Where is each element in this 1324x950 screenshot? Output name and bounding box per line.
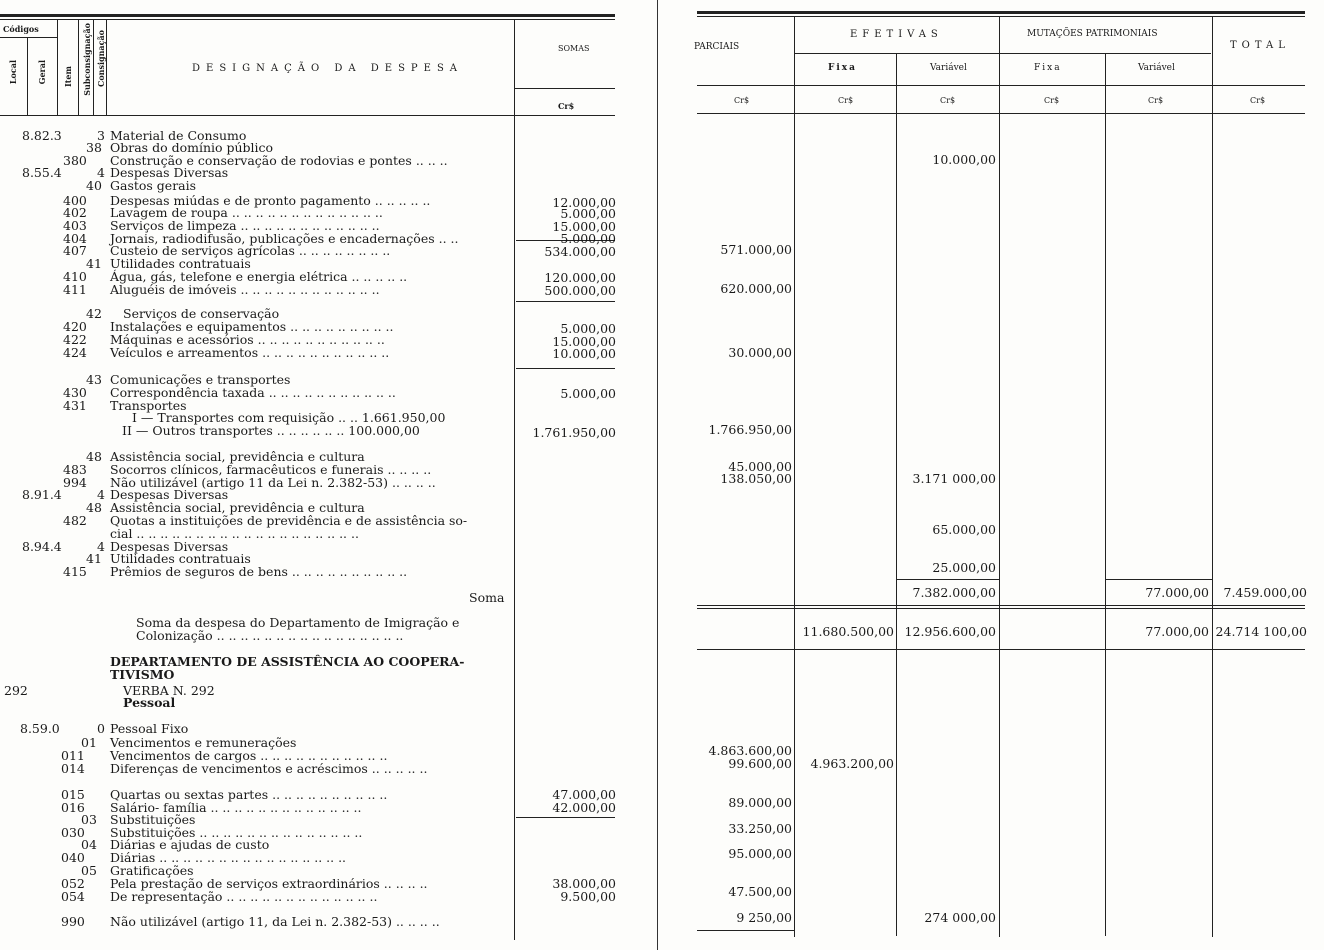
row-text: Substituições .. .. .. .. .. .. .. .. .. .. .. .. .. .. <box>110 825 363 840</box>
code-consignacao: 03 <box>81 812 97 827</box>
fixa-label: Fixa <box>828 63 858 73</box>
row-text: Despesas Diversas <box>110 487 229 502</box>
row-text: Serviços de conservação <box>123 306 280 321</box>
unit-variavel2: Cr$ <box>1148 96 1164 105</box>
row-soma: 5.000,00 <box>560 386 616 401</box>
row-text: De representação .. .. .. .. .. .. .. .. .. .. .. .. .. <box>110 889 378 904</box>
parcial-value: 9 250,00 <box>736 910 792 925</box>
code-item: 016 <box>61 800 85 815</box>
row-text: Construção e conservação de rodovias e pontes .. .. .. <box>110 153 448 168</box>
parcial-value: 571.000,00 <box>720 242 792 257</box>
somas-rule <box>515 88 615 89</box>
code-item: 430 <box>63 385 87 400</box>
row-soma: 5.000,00 <box>560 231 616 246</box>
code-consignacao: 01 <box>81 735 97 750</box>
row-text: Despesas Diversas <box>110 165 229 180</box>
row-text: Diárias e ajudas de custo <box>110 837 270 852</box>
fixa-value: 11.680.500,00 <box>802 624 894 639</box>
code-item: 402 <box>63 205 87 220</box>
row-text: Pessoal Fixo <box>110 721 189 736</box>
code-item: 014 <box>61 761 85 776</box>
code-consignacao: 42 <box>86 306 102 321</box>
row-text: Jornais, radiodifusão, publicações e encadernações .. .. <box>110 231 459 246</box>
total-value: 24.714 100,00 <box>1215 624 1307 639</box>
row-text: Colonização .. .. .. .. .. .. .. .. .. .. .. .. .. .. .. .. <box>136 628 404 643</box>
row-text: Assistência social, previdência e cultura <box>110 449 365 464</box>
code-item: 011 <box>61 748 85 763</box>
row-text: Despesas Diversas <box>110 539 229 554</box>
somas-unit: Cr$ <box>558 101 575 111</box>
total-label: TOTAL <box>1230 40 1290 51</box>
department-title: DEPARTAMENTO DE ASSISTÊNCIA AO COOPERA- <box>110 654 465 669</box>
row-text: Pela prestação de serviços extraordinários .. .. .. .. <box>110 876 428 891</box>
row-text: Veículos e arreamentos .. .. .. .. .. .. .. .. .. .. .. <box>110 345 390 360</box>
row-text: Material de Consumo <box>110 128 247 143</box>
code-item: 431 <box>63 398 87 413</box>
row-soma: 42.000,00 <box>552 800 616 815</box>
row-text: Transportes <box>110 398 187 413</box>
code-item: 483 <box>63 462 87 477</box>
row-soma: 15.000,00 <box>552 334 616 349</box>
row-soma: 12.000,00 <box>552 195 616 210</box>
variavel2-label: Variável <box>1138 63 1175 73</box>
row-text: Correspondência taxada .. .. .. .. .. .. .. .. .. .. .. <box>110 385 396 400</box>
top-rule <box>0 14 615 17</box>
row-text: Serviços de limpeza .. .. .. .. .. .. .. .. .. .. .. .. <box>110 218 380 233</box>
row-text: Não utilizável (artigo 11, da Lei n. 2.382-53) .. .. .. .. <box>110 914 440 929</box>
code-local: 8.59.0 <box>20 721 60 736</box>
section-title: Pessoal <box>123 695 176 710</box>
parcial-value: 4.863.600,00 <box>708 743 792 758</box>
code-item: 403 <box>63 218 87 233</box>
row-text: Utilidades contratuais <box>110 551 251 566</box>
row-text: Água, gás, telefone e energia elétrica .. .. .. .. .. <box>110 269 408 284</box>
row-text: Lavagem de roupa .. .. .. .. .. .. .. .. .. .. .. .. .. <box>110 205 383 220</box>
code-consignacao: 38 <box>86 140 102 155</box>
row-soma: 47.000,00 <box>552 787 616 802</box>
local-label: Local <box>8 60 18 85</box>
code-item: 420 <box>63 319 87 334</box>
row-text: Substituições <box>110 812 196 827</box>
subconsignacao-label: Subconsignação <box>82 23 92 96</box>
code-item: 400 <box>63 193 87 208</box>
unit-fixa2: Cr$ <box>1044 96 1060 105</box>
code-consignacao: 41 <box>86 551 102 566</box>
row-text: Aluguéis de imóveis .. .. .. .. .. .. .. .. .. .. .. .. <box>110 282 380 297</box>
codigos-label: Códigos <box>3 24 39 34</box>
efetivas-label: EFETIVAS <box>850 29 943 40</box>
header-bottom-rule <box>0 115 615 116</box>
variavel-value: 7.382.000,00 <box>912 585 996 600</box>
code-item: 052 <box>61 876 85 891</box>
variavel-value: 65.000,00 <box>932 522 996 537</box>
fixa2-label: Fixa <box>1034 63 1062 73</box>
row-text: Máquinas e acessórios .. .. .. .. .. .. .. .. .. .. .. <box>110 332 385 347</box>
row-soma: 10.000,00 <box>552 346 616 361</box>
parcial-value: 33.250,00 <box>728 821 792 836</box>
row-text: cial .. .. .. .. .. .. .. .. .. .. .. .. .. .. .. .. .. .. .. <box>110 526 359 541</box>
parciais-label: PARCIAIS <box>694 42 740 52</box>
row-text: Comunicações e transportes <box>110 372 291 387</box>
code-local: 8.94.4 <box>22 539 62 554</box>
variavel-value: 12.956.600,00 <box>904 624 996 639</box>
code-item: 407 <box>63 243 87 258</box>
code-local: 8.55.4 <box>22 165 62 180</box>
code-item: 030 <box>61 825 85 840</box>
parcial-value: 47.500,00 <box>728 884 792 899</box>
code-item: 404 <box>63 231 87 246</box>
row-text: Gastos gerais <box>110 178 197 193</box>
parcial-value: 45.000,00 <box>728 459 792 474</box>
row-soma: 5.000,00 <box>560 321 616 336</box>
item-label: Item <box>63 66 73 87</box>
row-soma: 1.761.950,00 <box>532 425 616 440</box>
parcial-value: 138.050,00 <box>720 471 792 486</box>
row-text: Vencimentos de cargos .. .. .. .. .. .. .. .. .. .. .. <box>110 748 388 763</box>
code-item: 422 <box>63 332 87 347</box>
parcial-value: 30.000,00 <box>728 345 792 360</box>
code-item: 410 <box>63 269 87 284</box>
code-item: 054 <box>61 889 85 904</box>
verba-code: 292 <box>4 683 28 698</box>
parcial-value: 1.766.950,00 <box>708 422 792 437</box>
row-text: Diárias .. .. .. .. .. .. .. .. .. .. .. .. .. .. .. .. <box>110 850 347 865</box>
parcial-value: 99.600,00 <box>728 756 792 771</box>
row-text: I — Transportes com requisição .. .. 1.661.950,00 <box>132 410 446 425</box>
unit-fixa: Cr$ <box>838 96 854 105</box>
mutacoes-label: MUTAÇÕES PATRIMONIAIS <box>1027 29 1158 39</box>
mutacao-variavel-value: 77.000,00 <box>1145 624 1209 639</box>
code-local: 8.82.3 <box>22 128 62 143</box>
variavel-value: 3.171 000,00 <box>912 471 996 486</box>
parcial-value: 89.000,00 <box>728 795 792 810</box>
code-consignacao: 4 <box>97 487 105 502</box>
code-consignacao: 05 <box>81 863 97 878</box>
code-consignacao: 3 <box>97 128 105 143</box>
row-text: Diferenças de vencimentos e acréscimos .. .. .. .. .. <box>110 761 428 776</box>
page-gutter <box>657 0 658 950</box>
row-soma: 38.000,00 <box>552 876 616 891</box>
code-item: 040 <box>61 850 85 865</box>
mutacao-variavel-value: 77.000,00 <box>1145 585 1209 600</box>
code-consignacao: 48 <box>86 500 102 515</box>
row-text: Quartas ou sextas partes .. .. .. .. .. .. .. .. .. .. <box>110 787 388 802</box>
somas-label: SOMAS <box>558 44 590 53</box>
code-item: 482 <box>63 513 87 528</box>
geral-label: Geral <box>37 60 47 85</box>
row-text: Utilidades contratuais <box>110 256 251 271</box>
row-soma: 5.000,00 <box>560 206 616 221</box>
variavel-value: 10.000,00 <box>932 152 996 167</box>
row-soma: 500.000,00 <box>544 283 616 298</box>
unit-variavel: Cr$ <box>940 96 956 105</box>
variavel-label: Variável <box>930 63 967 73</box>
codigos-rule <box>0 37 58 38</box>
code-consignacao: 41 <box>86 256 102 271</box>
row-soma: 120.000,00 <box>544 270 616 285</box>
code-consignacao: 4 <box>97 539 105 554</box>
code-item: 994 <box>63 475 87 490</box>
code-consignacao: 0 <box>97 721 105 736</box>
code-item: 380 <box>63 153 87 168</box>
soma-label: Soma <box>469 590 505 605</box>
code-local: 8.91.4 <box>22 487 62 502</box>
row-text: Socorros clínicos, farmacêuticos e funerais .. .. .. .. <box>110 462 432 477</box>
variavel-value: 25.000,00 <box>932 560 996 575</box>
code-consignacao: 43 <box>86 372 102 387</box>
verba-title: VERBA N. 292 <box>123 683 215 698</box>
code-item: 015 <box>61 787 85 802</box>
row-text: Despesas miúdas e de pronto pagamento .. .. .. .. .. <box>110 193 431 208</box>
row-text: Gratificações <box>110 863 194 878</box>
unit-parciais: Cr$ <box>734 96 750 105</box>
parcial-value: 620.000,00 <box>720 281 792 296</box>
row-text: Não utilizável (artigo 11 da Lei n. 2.382-53) .. .. .. .. <box>110 475 436 490</box>
row-text: Instalações e equipamentos .. .. .. .. .. .. .. .. .. <box>110 319 394 334</box>
parcial-value: 95.000,00 <box>728 846 792 861</box>
code-consignacao: 40 <box>86 178 102 193</box>
row-soma: 534.000,00 <box>544 244 616 259</box>
row-soma: 9.500,00 <box>560 889 616 904</box>
row-text: Soma da despesa do Departamento de Imigração e <box>136 615 460 630</box>
unit-total: Cr$ <box>1250 96 1266 105</box>
code-consignacao: 4 <box>97 165 105 180</box>
code-consignacao: 04 <box>81 837 97 852</box>
row-text: Salário- família .. .. .. .. .. .. .. .. .. .. .. .. .. <box>110 800 362 815</box>
code-item: 415 <box>63 564 87 579</box>
row-text: Obras do domínio público <box>110 140 274 155</box>
row-text: Custeio de serviços agrícolas .. .. .. .. .. .. .. .. <box>110 243 391 258</box>
fixa-value: 4.963.200,00 <box>810 756 894 771</box>
row-text: Vencimentos e remunerações <box>110 735 297 750</box>
row-text: Quotas a instituições de previdência e de assistência so- <box>110 513 468 528</box>
code-item: 411 <box>63 282 87 297</box>
row-text: Assistência social, previdência e cultura <box>110 500 365 515</box>
department-title-cont: TIVISMO <box>110 667 175 682</box>
right-top-rule <box>697 11 1305 14</box>
designacao-title: DESIGNAÇÃO DA DESPESA <box>192 63 464 74</box>
code-item: 424 <box>63 345 87 360</box>
total-value: 7.459.000,00 <box>1223 585 1307 600</box>
code-consignacao: 48 <box>86 449 102 464</box>
variavel-value: 274 000,00 <box>924 910 996 925</box>
consignacao-label: Consignação <box>96 30 106 88</box>
row-text: Prêmios de seguros de bens .. .. .. .. .. .. .. .. .. .. <box>110 564 408 579</box>
row-text: II — Outros transportes .. .. .. .. .. .. 100.000,00 <box>122 423 420 438</box>
row-soma: 15.000,00 <box>552 219 616 234</box>
code-item: 990 <box>61 914 85 929</box>
